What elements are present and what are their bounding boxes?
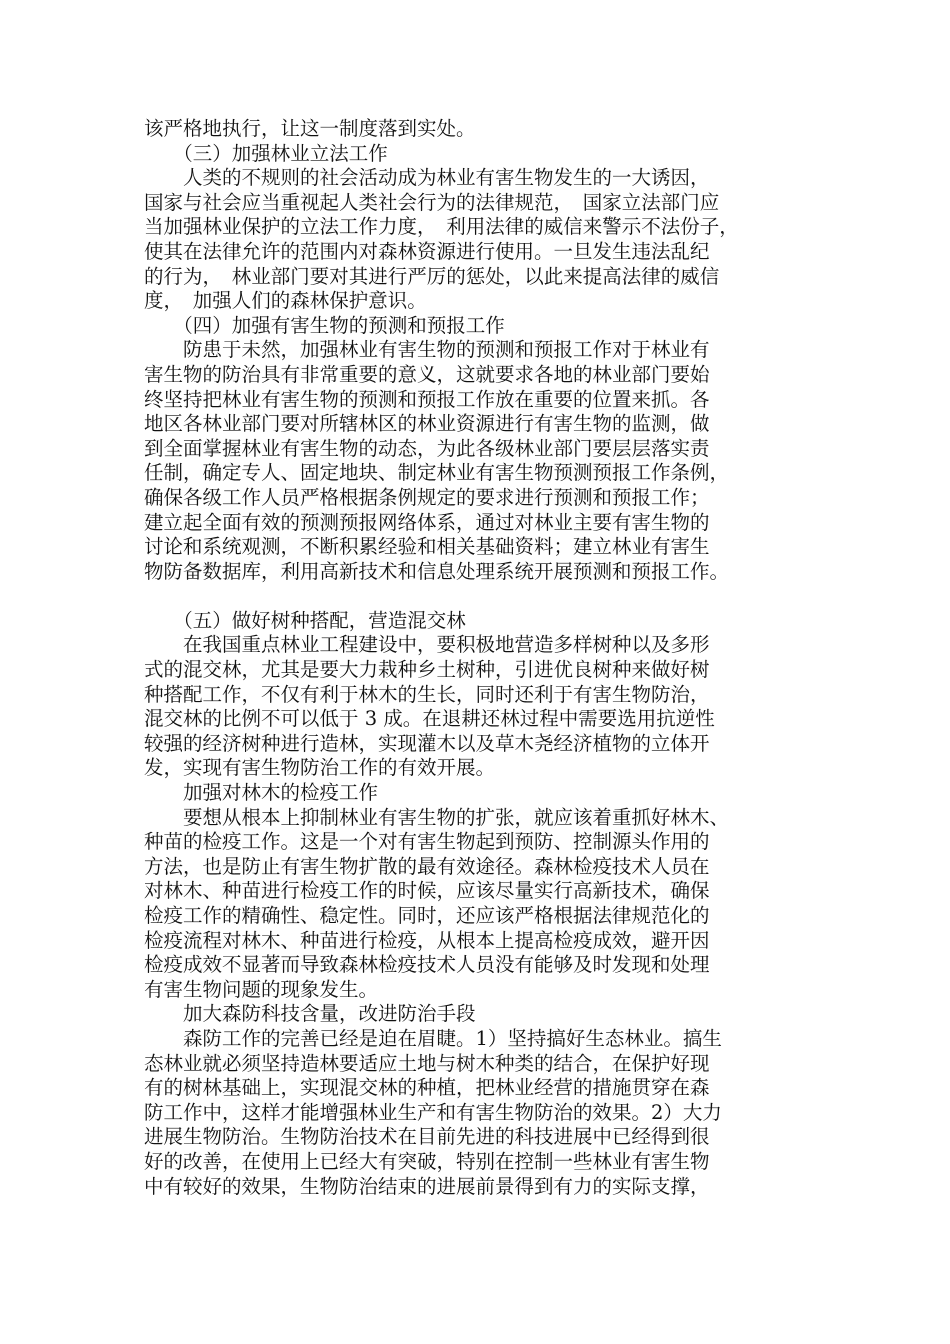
text-line: 种苗的检疫工作。这是一个对有害生物起到预防、控制源头作用的 <box>144 830 710 854</box>
text-line: 发，实现有害生物防治工作的有效开展。 <box>144 756 496 780</box>
text-line: 终坚持把林业有害生物的预测和预报工作放在重要的位置来抓。各 <box>144 387 710 411</box>
text-line: 要想从根本上抑制林业有害生物的扩张，就应该着重抓好林木、 <box>144 805 730 829</box>
text-line: 建立起全面有效的预测预报网络体系，通过对林业主要有害生物的 <box>144 510 710 534</box>
text-line: 混交林的比例不可以低于 3 成。在退耕还林过程中需要选用抗逆性 <box>144 707 715 731</box>
text-line <box>144 584 814 609</box>
text-line: 森防工作的完善已经是迫在眉睫。1）坚持搞好生态林业。搞生 <box>144 1026 722 1050</box>
text-line: 害生物的防治具有非常重要的意义，这就要求各地的林业部门要始 <box>144 362 710 386</box>
text-line: 较强的经济树种进行造林，实现灌木以及草木尧经济植物的立体开 <box>144 731 710 755</box>
text-line: 使其在法律允许的范围内对森林资源进行使用。一旦发生违法乱纪 <box>144 239 710 263</box>
text-line: 该严格地执行，让这一制度落到实处。 <box>144 117 476 140</box>
text-line: 种搭配工作，不仅有利于林木的生长，同时还利于有害生物防治， <box>144 682 710 706</box>
text-line: 方法，也是防止有害生物扩散的最有效途径。森林检疫技术人员在 <box>144 854 710 878</box>
text-line: 中有较好的效果，生物防治结束的进展前景得到有力的实际支撑， <box>144 1174 710 1198</box>
text-line: 确保各级工作人员严格根据条例规定的要求进行预测和预报工作； <box>144 485 710 509</box>
text-line: 有的树林基础上，实现混交林的种植，把林业经营的措施贯穿在森 <box>144 1076 710 1100</box>
text-line: 对林木、种苗进行检疫工作的时候，应该尽量实行高新技术，确保 <box>144 879 710 903</box>
text-line: 有害生物问题的现象发生。 <box>144 977 379 1001</box>
text-line: 讨论和系统观测，不断积累经验和相关基础资料；建立林业有害生 <box>144 535 710 559</box>
text-line: 到全面掌握林业有害生物的动态，为此各级林业部门要层层落实责 <box>144 436 710 460</box>
text-line: 检疫流程对林木、种苗进行检疫，从根本上提高检疫成效，避开因 <box>144 928 710 952</box>
text-line: （四）加强有害生物的预测和预报工作 <box>144 313 505 337</box>
text-line: 检疫成效不显著而导致森林检疫技术人员没有能够及时发现和处理 <box>144 953 710 977</box>
text-line: 任制，确定专人、固定地块、制定林业有害生物预测预报工作条例， <box>144 461 730 485</box>
text-line: 态林业就必须坚持造林要适应土地与树木种类的结合，在保护好现 <box>144 1051 710 1075</box>
text-line: 物防备数据库，利用高新技术和信息处理系统开展预测和预报工作。 <box>144 559 730 583</box>
document-body <box>144 117 814 1199</box>
text-line: 检疫工作的精确性、稳定性。同时，还应该严格根据法律规范化的 <box>144 904 710 927</box>
text-line: 地区各林业部门要对所辖林区的林业资源进行有害生物的监测，做 <box>144 412 710 436</box>
text-line: 度， 加强人们的森林保护意识。 <box>144 289 427 313</box>
text-line: 防工作中，这样才能增强林业生产和有害生物防治的效果。2）大力 <box>144 1100 722 1124</box>
text-line: 在我国重点林业工程建设中，要积极地营造多样树种以及多形 <box>144 633 710 657</box>
text-line: （五）做好树种搭配，营造混交林 <box>144 608 466 632</box>
text-line: 国家与社会应当重视起人类社会行为的法律规范， 国家立法部门应 <box>144 190 720 214</box>
text-line: 式的混交林，尤其是要大力栽种乡土树种，引进优良树种来做好树 <box>144 658 710 682</box>
text-line: 人类的不规则的社会活动成为林业有害生物发生的一大诱因， <box>144 166 710 190</box>
text-line: 好的改善，在使用上已经大有突破，特别在控制一些林业有害生物 <box>144 1149 710 1173</box>
text-line: 加强对林木的检疫工作 <box>144 781 379 805</box>
text-line: （三）加强林业立法工作 <box>144 141 388 165</box>
text-line: 的行为， 林业部门要对其进行严厉的惩处，以此来提高法律的威信 <box>144 264 720 288</box>
text-line: 当加强林业保护的立法工作力度， 利用法律的威信来警示不法份子， <box>144 215 739 239</box>
text-line: 防患于未然，加强林业有害生物的预测和预报工作对于林业有 <box>144 338 710 362</box>
text-line: 进展生物防治。生物防治技术在目前先进的科技进展中已经得到很 <box>144 1125 710 1149</box>
text-line: 加大森防科技含量，改进防治手段 <box>144 1002 476 1026</box>
